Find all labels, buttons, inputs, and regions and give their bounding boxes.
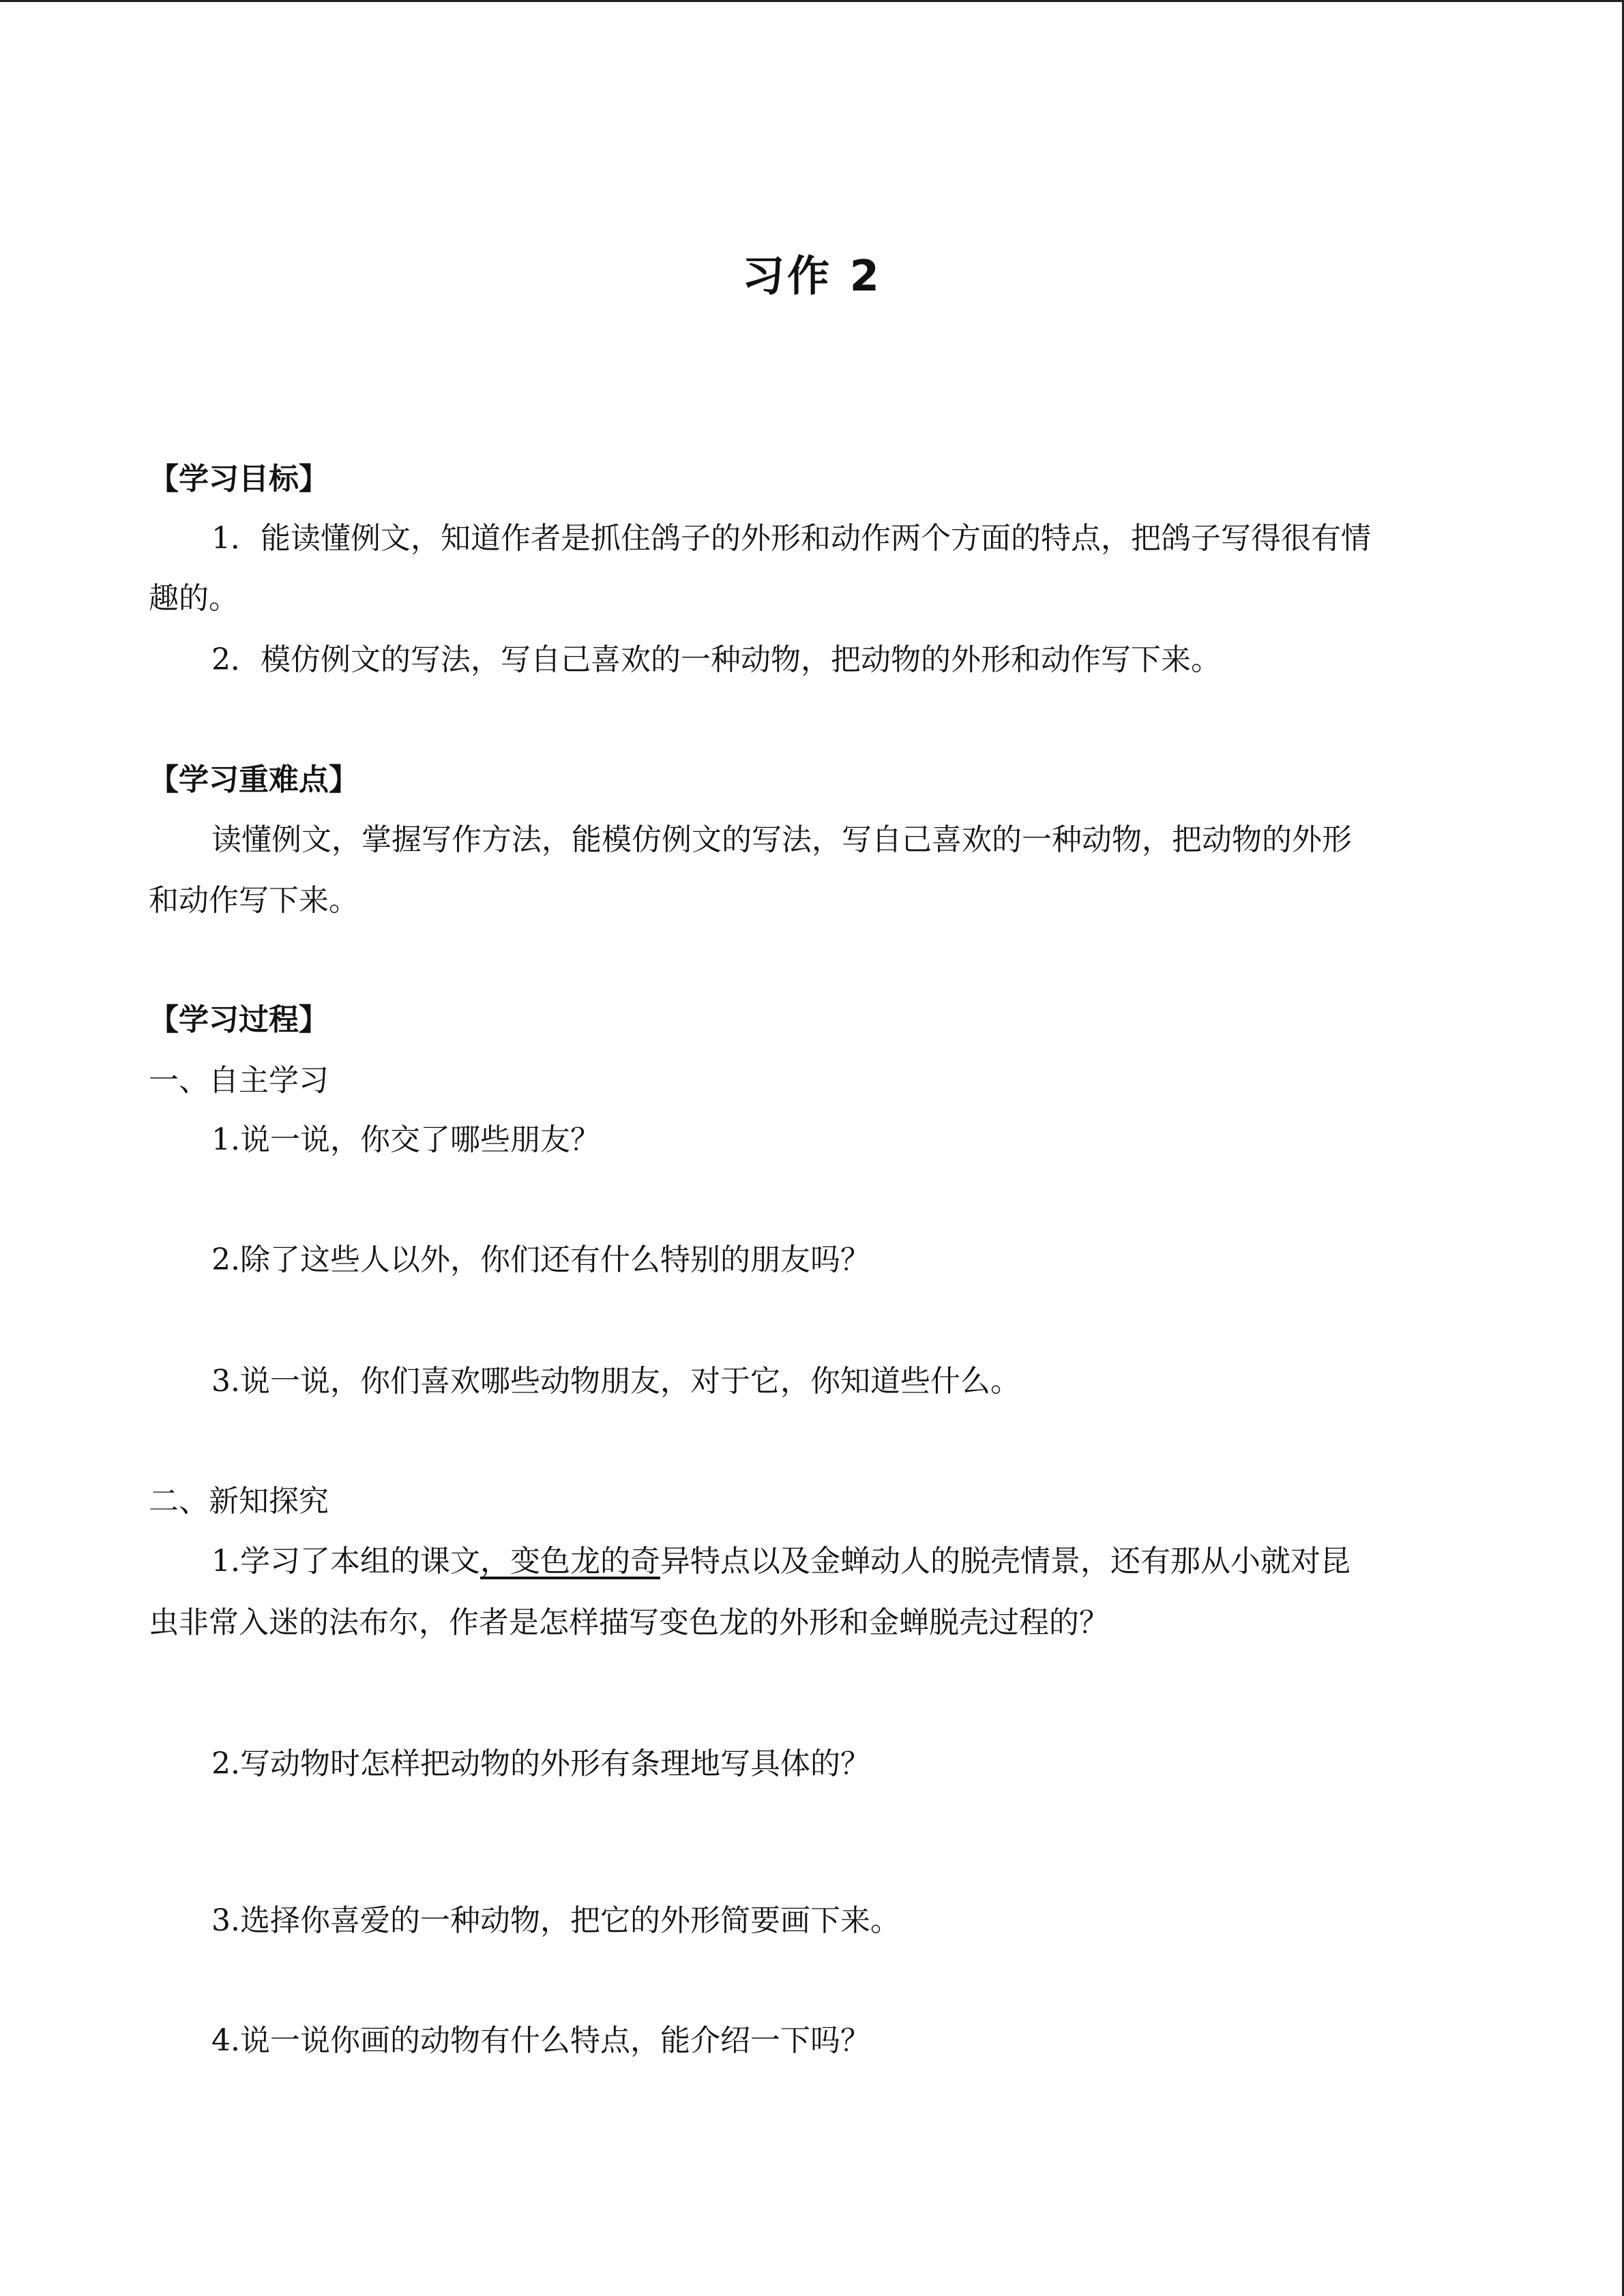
section-2-title: 二、新知探究 xyxy=(149,1484,329,1519)
section-1-question-1: 1.说一说，你交了哪些朋友？ xyxy=(211,1122,600,1157)
objective-1-line-2: 趣的。 xyxy=(149,581,239,616)
question-1-text-end: 异特点以及金蝉动人的脱壳情景，还有那从小就对昆 xyxy=(660,1544,1350,1579)
section-1-question-3: 3.说一说，你们喜欢哪些动物朋友，对于它，你知道些什么。 xyxy=(211,1364,1020,1399)
section-2-question-1-line-1 xyxy=(211,1541,1548,1582)
key-points-line-1: 读懂例文，掌握写作方法，能模仿例文的写法，写自己喜欢的一种动物，把动物的外形 xyxy=(211,822,1352,857)
section-2-question-4: 4.说一说你画的动物有什么特点，能介绍一下吗？ xyxy=(211,2023,870,2058)
question-1-text-start: 1.学习了本组的课文 xyxy=(211,1544,480,1579)
section-1-title: 一、自主学习 xyxy=(149,1063,329,1098)
objectives-heading: 【学习目标】 xyxy=(149,462,329,496)
section-2-question-1-line-2: 虫非常入迷的法布尔，作者是怎样描写变色龙的外形和金蝉脱壳过程的？ xyxy=(149,1605,1109,1640)
section-1-question-2: 2.除了这些人以外，你们还有什么特别的朋友吗？ xyxy=(211,1242,870,1277)
section-2-question-2: 2.写动物时怎样把动物的外形有条理地写具体的？ xyxy=(211,1746,870,1781)
process-heading: 【学习过程】 xyxy=(149,1002,329,1037)
page-title: 习作 2 xyxy=(742,251,882,301)
key-points-line-2: 和动作写下来。 xyxy=(149,883,359,918)
objective-1-line-1: 1．能读懂例文，知道作者是抓住鸽子的外形和动作两个方面的特点，把鸽子写得很有情 xyxy=(211,521,1371,556)
key-points-heading: 【学习重难点】 xyxy=(149,762,359,797)
underlined-phrase: ，变色龙的奇 xyxy=(479,1544,660,1579)
top-border xyxy=(0,0,1624,2)
objective-2: 2．模仿例文的写法，写自己喜欢的一种动物，把动物的外形和动作写下来。 xyxy=(211,642,1221,677)
section-2-question-3: 3.选择你喜爱的一种动物，把它的外形简要画下来。 xyxy=(211,1903,900,1938)
